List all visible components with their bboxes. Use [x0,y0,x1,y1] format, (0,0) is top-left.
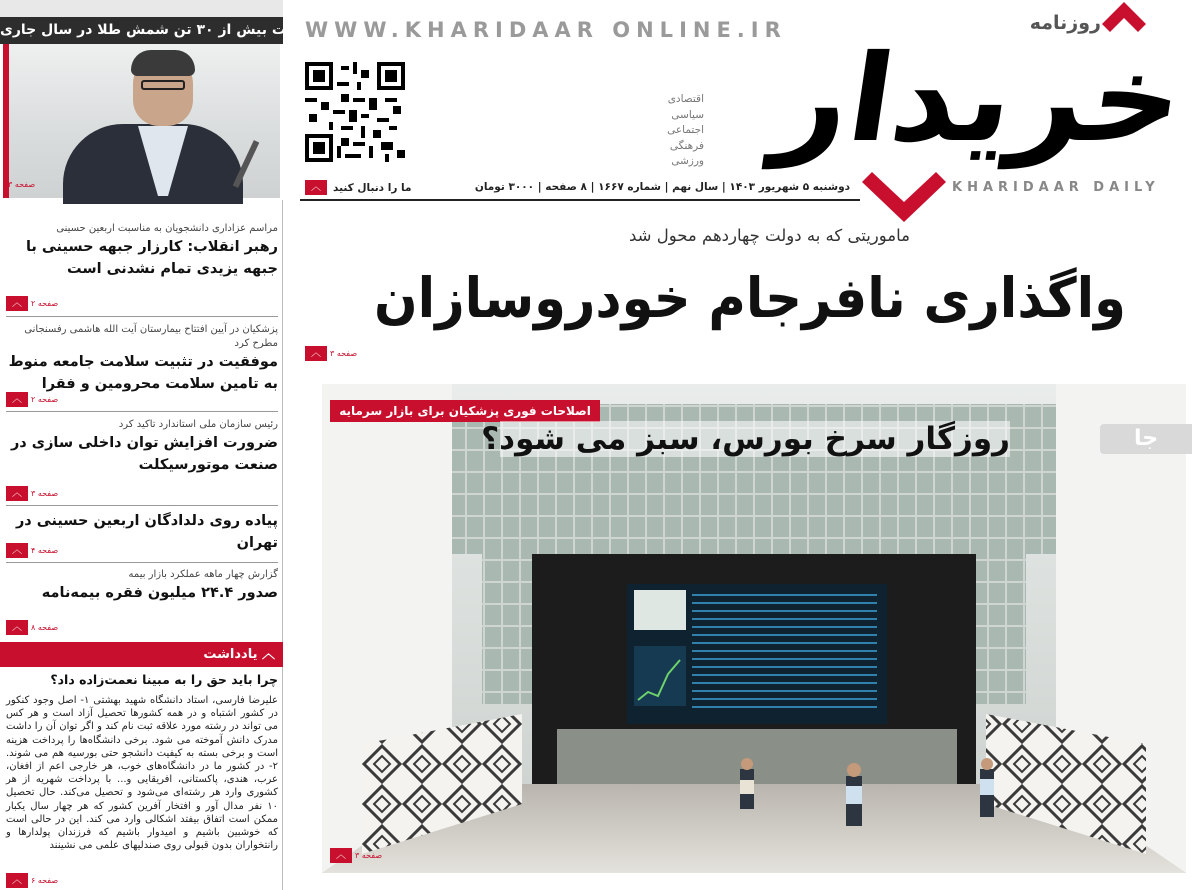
story-headline: صدور ۲۴.۴ میلیون فقره بیمه‌نامه [41,585,278,601]
page-ref[interactable] [305,346,357,361]
section-economic[interactable]: اقتصادی [667,93,704,105]
divider [6,505,278,506]
divider [6,316,278,317]
logo-text: خریدار [766,30,1193,169]
opinion-section-label: یادداشت [203,647,258,662]
page-ref-text: صفحه ۲ [31,299,59,308]
newspaper-logo[interactable] [708,30,1193,169]
photo-story-headline[interactable]: روزگار سرخ بورس، سبز می شود؟ [481,421,1010,457]
chevron-up-icon: ︿ [6,486,28,501]
page-ref-text: صفحه ۴ [31,546,59,555]
left-story-2[interactable] [6,323,278,395]
dateline: دوشنبه ۵ شهریور ۱۴۰۳ | سال نهم | شماره ۱۶۶۷ | ۸ صفحه | ۳۰۰۰ تومان [474,181,850,193]
section-social[interactable]: اجتماعی [667,124,704,136]
masthead-rule [300,199,860,201]
page-ref-text: صفحه ۳ [330,349,358,358]
top-photo-image [3,44,280,198]
story-headline: رهبر انقلاب: کارزار جبهه حسینی با جبهه یزیدی تمام نشدنی است [25,239,278,277]
left-story-5[interactable] [6,568,278,604]
opinion-body: علیرضا فارسی، استاد دانشگاه شهید بهشتی ۱- اصل وجود کنکور در کشور اشتباه و در همه کشورها تحصیل آزاد است و هر کس می تواند در رشته مورد علاقه ثبت نام کند و اگر توان آن را داشت مدرک دانش آموخته می شود. برخی دانشگاه‌ها را پرداخت هزینه است و برخی بسته به کیفیت دانشجو حتی بورسیه هم می شوند. ۲- در کشور ما در دانشگاه‌های خوب، هر خارجی اعم از افغان، عرب، هندی، پاکستانی، افریقایی و... با پرداخت شهریه از هر کشوری وارد هر رشته‌ای می‌شود و تحصیل می‌کند. حال تحصیل ۱۰ نفر مدال آور و افتخار آفرین کشور که هر چهار سال یکبار ممکن است اتفاق بیفتد اشکالی وارد می کند. این در حالی است که خوشبین باشیم و امیدوار باشیم که فرزندان پولدارها و رانتخواران بدون قبولی روی صندلیهای علمی می نشینند [6,695,278,852]
story-kicker: رئیس سازمان ملی استاندارد تاکید کرد [118,419,278,430]
page-ref[interactable] [330,848,382,863]
main-headline[interactable]: واگذاری نافرجام خودروسازان [374,266,1126,330]
chevron-up-icon: ︿ [6,620,28,635]
top-photo-title: واردات بیش از ۳۰ تن شمش طلا در سال جاری [0,17,283,44]
section-cultural[interactable]: فرهنگی [669,139,704,152]
chevron-up-icon: ︿ [305,180,327,195]
chevron-up-icon: ︿ [6,392,28,407]
opinion-title[interactable]: چرا باید حق را به مبینا نعمت‌زاده داد؟ [50,672,278,687]
divider [6,411,278,412]
left-story-3[interactable] [6,418,278,476]
stock-exchange-photo[interactable] [322,384,1186,873]
story-headline: ضرورت افزایش توان داخلی سازی در صنعت موتورسیکلت [10,435,278,473]
top-photo-page: صفحه ۳ [8,180,36,189]
brand-chevron-icon [1102,2,1146,42]
photo-red-bar [3,44,9,198]
page-ref-text: صفحه ۳ [355,851,383,860]
main-subhead: ماموریتی که به دولت چهاردهم محول شد [629,226,910,245]
daily-label: KHARIDAAR DAILY [952,180,1160,195]
chevron-up-icon: ︿ [6,873,28,888]
page-ref-text: صفحه ۶ [31,876,59,885]
section-sports[interactable]: ورزشی [671,155,704,167]
divider [6,562,278,563]
page-ref[interactable] [6,296,58,311]
story-kicker: گزارش چهار ماهه عملکرد بازار بیمه [128,569,278,580]
page-ref-text: صفحه ۳ [31,489,59,498]
chevron-up-icon: ︿ [330,848,352,863]
glasses-icon [141,80,185,90]
page-ref[interactable] [6,543,58,558]
page-ref-text: صفحه ۲ [31,395,59,404]
person-hair [131,50,195,76]
brand-chevron-icon [862,172,946,222]
newspaper-label: روزنامه [1029,12,1101,34]
chevron-up-icon: ︿ [6,296,28,311]
story-kicker: پزشکیان در آیین افتتاح بیمارستان آیت الله هاشمی رفسنجانی مطرح کرد [24,324,278,349]
page-ref[interactable] [6,486,58,501]
opinion-section-bar: ︿ یادداشت [0,642,283,667]
left-column [0,0,320,890]
photo-story-kicker: اصلاحات فوری پزشکیان برای بازار سرمایه [330,400,600,422]
stock-exchange-illustration [322,384,1186,873]
page-ref[interactable] [6,620,58,635]
story-kicker: مراسم عزاداری دانشجویان به مناسبت اربعین حسینی [56,223,278,234]
story-headline: پیاده روی دلدادگان اربعین حسینی در تهران [15,513,278,551]
page-ref[interactable] [6,873,58,888]
story-headline: موفقیت در تثبیت سلامت جامعه منوط به تامین سلامت محرومین و فقرا [8,354,278,392]
chevron-up-icon: ︿ [305,346,327,361]
side-tab[interactable]: جا [1100,424,1192,454]
page-ref[interactable] [6,392,58,407]
left-story-1[interactable] [6,222,278,280]
qr-code-icon[interactable] [305,62,405,162]
website-url[interactable]: WWW.KHARIDAAR ONLINE.IR [305,18,787,42]
chevron-up-icon: ︿ [6,543,28,558]
follow-us-label: ما را دنبال کنید [333,181,412,194]
follow-us[interactable] [305,180,411,195]
page-ref-text: صفحه ۸ [31,623,59,632]
section-political[interactable]: سیاسی [671,108,704,121]
top-photo-story[interactable] [0,0,320,200]
